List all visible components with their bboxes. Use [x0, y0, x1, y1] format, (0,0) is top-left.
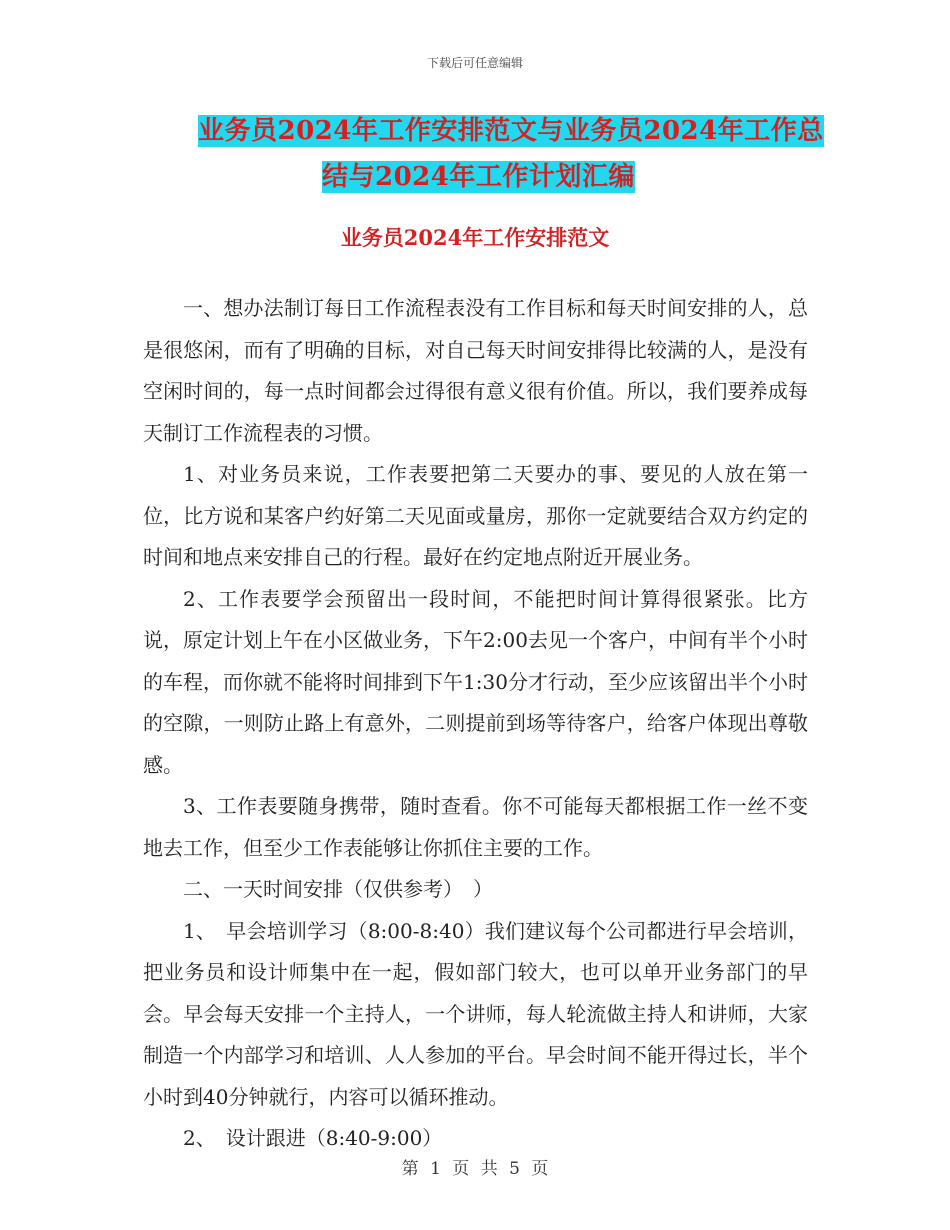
title-line-2 — [150, 154, 830, 200]
paragraph-4: 3、工作表要随身携带，随时查看。你不可能每天都根据工作一丝不变地去工作，但至少工作表能够让你抓住主要的工作。 — [143, 794, 808, 860]
document-title — [150, 108, 830, 200]
title-line-1-text: 业务员2024年工作安排范文与业务员2024年工作总 — [198, 116, 824, 146]
section-title: 业务员2024年工作安排范文 — [340, 225, 610, 250]
paragraph-6: 1、 早会培训学习（8:00-8:40）我们建议每个公司都进行早会培训，把业务员和设计师集中在一起，假如部门较大，也可以单开业务部门的早会。早会每天安排一个主持人，一个讲师，每人轮流做主持人和讲师，大家制造一个内部学习和培训、人人参加的平台。早会时间不能开得过长，半个小时到40分钟就行，内容可以循环推动。 — [143, 918, 808, 1109]
body-content — [143, 288, 808, 1160]
paragraph-1: 一、想办法制订每日工作流程表没有工作目标和每天时间安排的人，总是很悠闲，而有了明确的目标，对自己每天时间安排得比较满的人，是没有空闲时间的，每一点时间都会过得很有意义很有价值。所以，我们要养成每天制订工作流程表的习惯。 — [143, 296, 808, 445]
paragraph-2: 1、对业务员来说，工作表要把第二天要办的事、要见的人放在第一位，比方说和某客户约好第二天见面或量房，那你一定就要结合双方约定的时间和地点来安排自己的行程。最好在约定地点附近开展业务。 — [143, 462, 808, 569]
page-number-footer: 第 1 页 共 5 页 — [401, 1159, 549, 1179]
title-line-1 — [150, 108, 830, 154]
title-line-2-text: 结与2024年工作计划汇编 — [322, 162, 635, 192]
paragraph-5: 二、一天时间安排（仅供参考） ） — [183, 877, 493, 901]
header-note: 下载后可任意编辑 — [426, 56, 523, 70]
paragraph-3: 2、工作表要学会预留出一段时间，不能把时间计算得很紧张。比方说，原定计划上午在小区做业务，下午2:00去见一个客户，中间有半个小时的车程，而你就不能将时间排到下午1:30分才行动，至少应该留出半个小时的空隙，一则防止路上有意外，二则提前到场等待客户，给客户体现出尊敬感。 — [143, 586, 808, 777]
paragraph-7: 2、 设计跟进（8:40-9:00） — [183, 1126, 443, 1150]
